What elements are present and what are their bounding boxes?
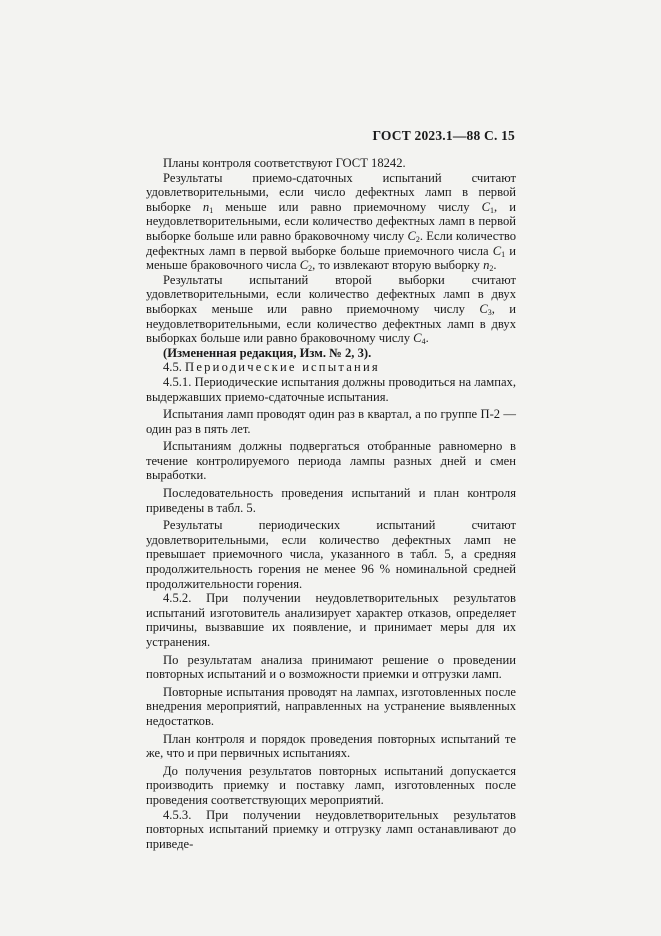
paragraph-interim-delivery: До получения результатов повторных испытаний допускается производить приемку и поставку ламп, изготовленных после проведения соответствующих мероприятий.: [146, 763, 516, 807]
paragraph-frequency: Испытания ламп проводят один раз в квартал, а по группе П-2 — один раз в пять лет.: [146, 407, 516, 436]
paragraph-repeat-tests: Повторные испытания проводят на лампах, изготовленных после внедрения мероприятий, направленных на устранение выявленных недостатков.: [146, 684, 516, 728]
paragraph-4-5-3: 4.5.3. При получении неудовлетворительных результатов повторных испытаний приемку и отгрузку ламп останавливают до приведе-: [146, 807, 516, 851]
paragraph-analysis: По результатам анализа принимают решение о проведении повторных испытаний и о возможности приемки и отгрузки ламп.: [146, 652, 516, 682]
paragraph-4-5-2: 4.5.2. При получении неудовлетворительных результатов испытаний изготовитель анализирует характер отказов, определяет причины, вызвавшие их появление, и принимает меры для их устранения.: [146, 591, 516, 649]
paragraph-second-sample: Результаты испытаний второй выборки считают удовлетворительными, если количество дефектных ламп в двух выборках меньше или равно приемочному числу $C_3$, и неудовлетворительными, если количество дефектных ламп в двух выборках больше или равно браковочному числу $C_4$.: [146, 272, 516, 347]
paragraph-sampling: Испытаниям должны подвергаться отобранные равномерно в течение контролируемого периода лампы разных дней и смен выработки.: [146, 439, 516, 483]
paragraph-plans: Планы контроля соответствуют ГОСТ 18242.: [163, 156, 406, 170]
section-heading-periodic: 4.5. Периодические испытания: [163, 360, 380, 375]
paragraph-periodic-results: Результаты периодических испытаний считают удовлетворительными, если количество дефектных ламп не превышает приемочного числа, указанного в табл. 5, а средняя продолжительность горения не менее 96 % номинальной средней продолжительности горения.: [146, 518, 516, 591]
document-body: [146, 156, 516, 851]
paragraph-acceptance-results: Результаты приемо-сдаточных испытаний считают удовлетворительными, если число дефектных ламп в первой выборке $n_1$ меньше или равно приемочному числу $C_1$, и неудовлетворительными, если количество дефектных ламп в первой выборке больше или равно браковочному числу $C_2$. Если количество дефектных ламп в первой выборке больше приемочного числа $C_1$ и меньше браковочного числа $C_2$, то извлекают вторую выборку $n_2$.: [146, 170, 516, 274]
paragraph-sequence: Последовательность проведения испытаний и план контроля приведены в табл. 5.: [146, 486, 516, 515]
paragraph-4-5-1: 4.5.1. Периодические испытания должны проводиться на лампах, выдержавших приемо-сдаточные испытания.: [146, 374, 516, 404]
page-header: ГОСТ 2023.1—88 С. 15: [372, 128, 515, 143]
paragraph-repeat-plan: План контроля и порядок проведения повторных испытаний те же, что и при первичных испытаниях.: [146, 731, 516, 761]
paragraph-amendment: (Измененная редакция, Изм. № 2, 3).: [163, 345, 372, 360]
